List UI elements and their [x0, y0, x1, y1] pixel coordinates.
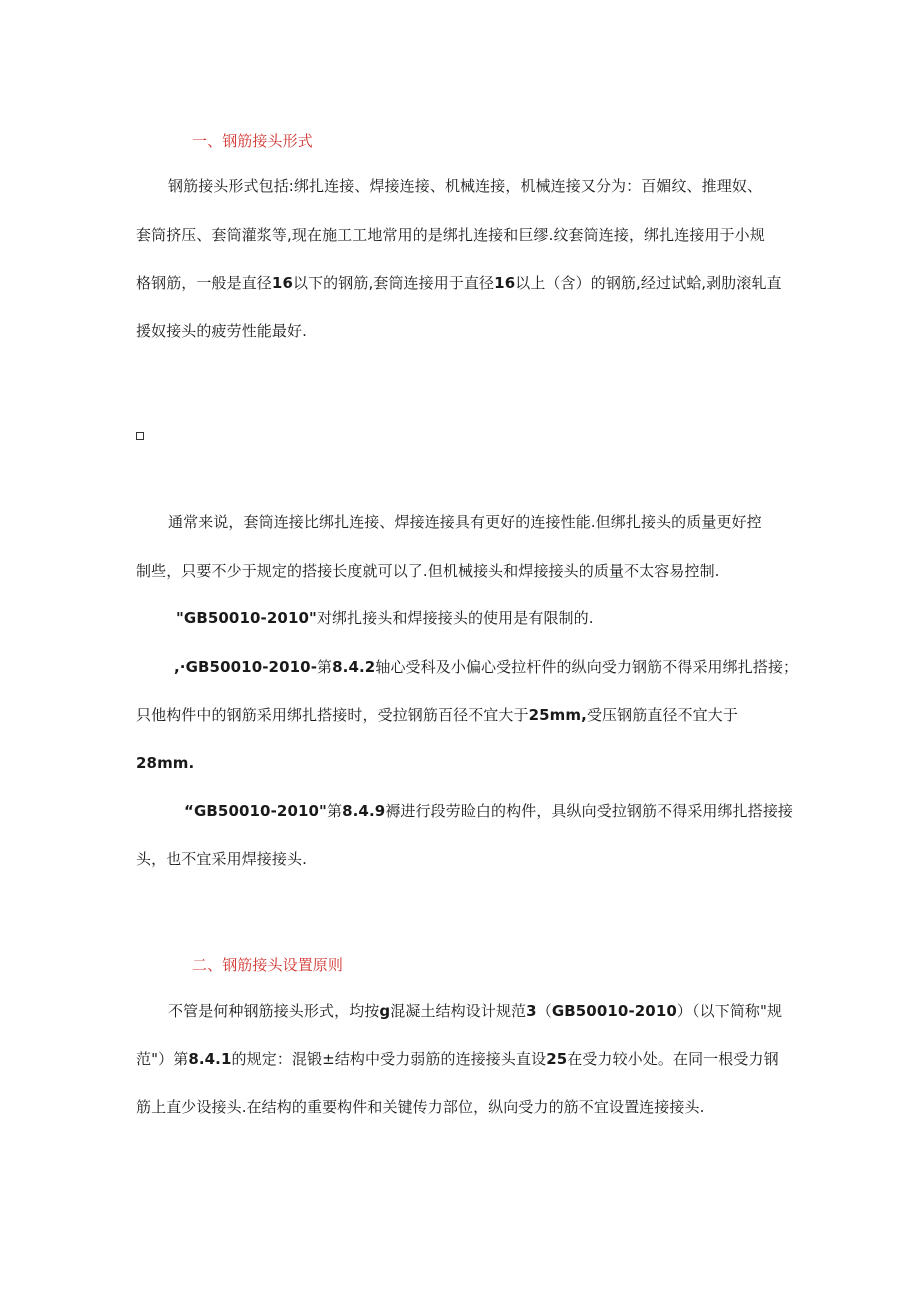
- text-run: 第: [326, 802, 343, 820]
- paragraph-line: [136, 705, 738, 725]
- text-run: 的规定：混锻±结构中受力弱筋的连接接头直设: [231, 1050, 547, 1068]
- paragraph-line: [184, 801, 793, 821]
- paragraph-line: [174, 657, 798, 677]
- section-heading-2: 二、钢筋接头设置原则: [192, 956, 344, 974]
- text-run: 褥进行段劳睑白的构件，具纵向受拉钢筋不得采用绑扎搭接接: [385, 802, 794, 820]
- text-run-bold: "GB50010-2010": [176, 609, 317, 627]
- text-run-bold: 8.4.2: [332, 658, 376, 676]
- text-run: 不管是何种钢筋接头形式，均按: [168, 1002, 380, 1020]
- text-run: （: [536, 1002, 552, 1020]
- text-run-bold: 16: [494, 274, 516, 292]
- text-run: 以下的钢筋,套筒连接用于直径: [292, 274, 495, 292]
- text-run: 在受力较小处。在同一根受力钢: [567, 1050, 779, 1068]
- paragraph-line: [136, 1049, 779, 1069]
- text-run-bold: “GB50010-2010": [184, 802, 327, 820]
- text-run: 受压钢筋直径不宜大于: [586, 706, 738, 724]
- paragraph-line: [176, 608, 594, 628]
- text-run-bold: 25mm,: [528, 706, 587, 724]
- paragraph-line: 套筒挤压、套筒灌浆等,现在施工工地常用的是绑扎连接和巨缪.纹套筒连接，绑扎连接用于小规: [136, 226, 765, 244]
- text-run-bold: 8.4.1: [188, 1050, 232, 1068]
- text-run: 只他构件中的钢筋采用绑扎搭接时，受拉钢筋百径不宜大于: [136, 706, 529, 724]
- text-run: 轴心受科及小偏心受拉杆件的纵向受力钢筋不得采用绑扎搭接；: [375, 658, 799, 676]
- text-run: 第: [317, 658, 333, 676]
- text-run-bold: 8.4.9: [342, 802, 386, 820]
- text-run-bold: g: [379, 1002, 391, 1020]
- paragraph-line: 制些，只要不少于规定的搭接长度就可以了.但机械接头和焊接接头的质量不太容易控制.: [136, 562, 720, 580]
- paragraph-line: 援奴接头的疲劳性能最好.: [136, 322, 307, 340]
- paragraph-line: 通常来说，套筒连接比绑扎连接、焊接连接具有更好的连接性能.但绑扎接头的质量更好控: [168, 513, 762, 531]
- text-run: 以上（含）的钢筋,经过试蛤,剥肋滚轧直: [515, 274, 782, 292]
- missing-image-placeholder: [136, 432, 144, 440]
- text-run-bold: ,·GB50010-2010-: [174, 658, 318, 676]
- paragraph-line: 筋上直少设接头.在结构的重要构件和关键传力部位，纵向受力的筋不宜设置连接接头.: [136, 1098, 705, 1116]
- text-run-bold: 16: [271, 274, 293, 292]
- text-run: 格钢筋，一般是直径: [136, 274, 272, 292]
- text-run: 对绑扎接头和焊接接头的使用是有限制的.: [316, 609, 594, 627]
- paragraph-line: 头，也不宜采用焊接接头.: [136, 850, 307, 868]
- text-run-bold: GB50010-2010: [551, 1002, 677, 1020]
- paragraph-line: 钢筋接头形式包括:绑扎连接、焊接连接、机械连接，机械连接又分为：百媚纹、推理奴、: [168, 177, 763, 195]
- text-run: ）（以下简称"规: [676, 1002, 783, 1020]
- paragraph-line: 28mm.: [136, 754, 195, 772]
- text-run: 范"）第: [136, 1050, 189, 1068]
- text-run: 混凝土结构设计规范: [390, 1002, 527, 1020]
- text-run-bold: 3: [526, 1002, 537, 1020]
- paragraph-line: [168, 1001, 782, 1021]
- section-heading-1: 一、钢筋接头形式: [192, 132, 313, 150]
- paragraph-line: [136, 273, 782, 293]
- text-run-bold: 25: [546, 1050, 568, 1068]
